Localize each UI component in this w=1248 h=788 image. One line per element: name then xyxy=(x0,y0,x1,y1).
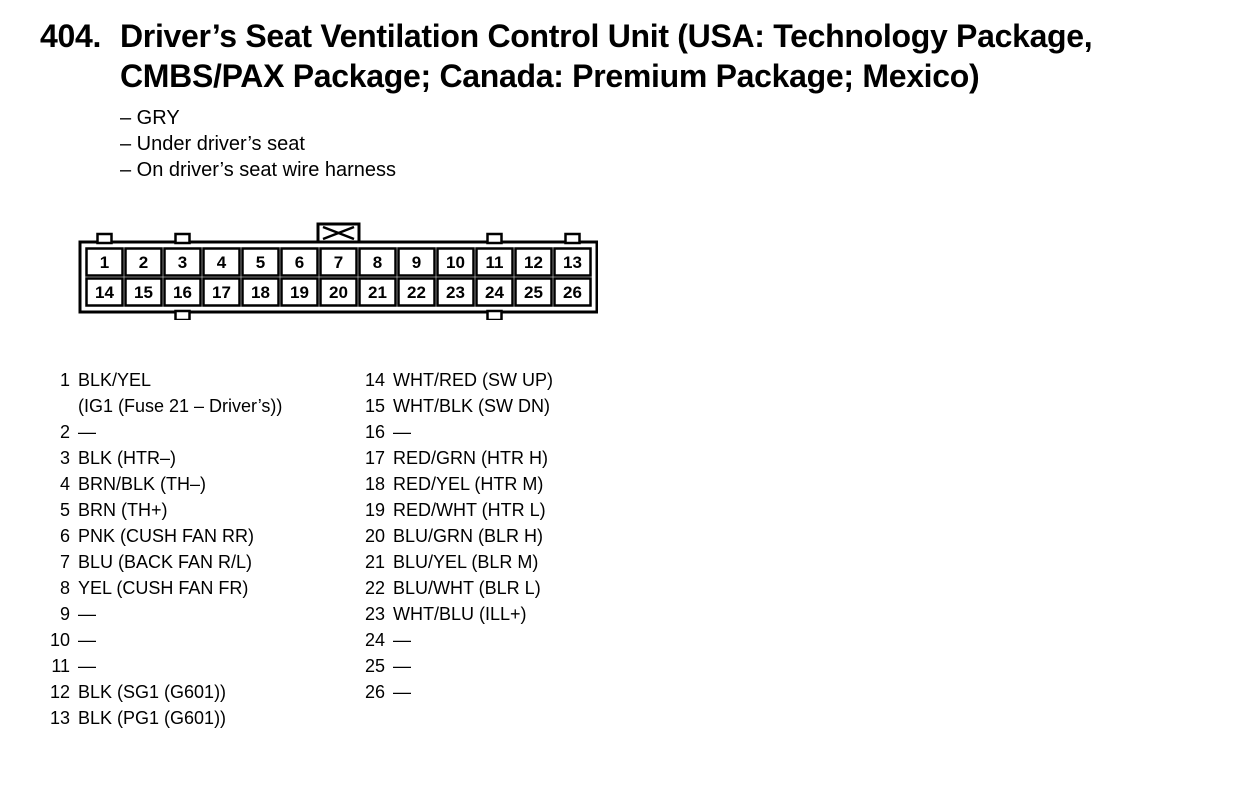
connector-face-svg xyxy=(78,220,598,320)
pin-number: 18 xyxy=(364,474,385,494)
pin-row xyxy=(355,393,553,419)
pin-description: WHT/RED (SW UP) xyxy=(393,370,553,390)
pin-row xyxy=(40,419,282,445)
pin-number: 11 xyxy=(51,656,70,676)
pin-row xyxy=(355,627,553,653)
pin-description: BLK (PG1 (G601)) xyxy=(78,708,227,728)
pin-description: BLU/GRN (BLR H) xyxy=(393,526,544,546)
locking-tab xyxy=(176,311,190,320)
pin-number: 4 xyxy=(59,474,70,494)
pin-number: 14 xyxy=(364,370,385,390)
pin-number: 3 xyxy=(59,448,70,468)
locking-tab xyxy=(176,234,190,243)
pin-row xyxy=(40,471,282,497)
pin-number: 21 xyxy=(364,552,385,572)
pin-number: 22 xyxy=(364,578,385,598)
pin-description: BLU/YEL (BLR M) xyxy=(393,552,539,572)
terminal-number: 14 xyxy=(95,283,114,302)
terminal-number: 20 xyxy=(329,283,348,302)
pin-row xyxy=(355,575,553,601)
pin-description: BRN/BLK (TH–) xyxy=(78,474,207,494)
pin-description: — xyxy=(78,604,96,624)
terminal-number: 17 xyxy=(212,283,231,302)
terminal-number: 12 xyxy=(524,253,543,272)
pin-row xyxy=(355,445,553,471)
pin-description: RED/GRN (HTR H) xyxy=(393,448,548,468)
pin-description: BLK (HTR–) xyxy=(78,448,177,468)
pin-description: — xyxy=(78,422,96,442)
pin-description-detail: (IG1 (Fuse 21 – Driver’s)) xyxy=(78,396,283,416)
terminal-number: 16 xyxy=(173,283,192,302)
pin-description: BLK/YEL xyxy=(78,370,152,390)
pin-number: 7 xyxy=(59,552,70,572)
pin-row xyxy=(355,419,553,445)
terminal-number: 15 xyxy=(134,283,153,302)
pin-number: 13 xyxy=(49,708,70,728)
pin-description: — xyxy=(78,656,96,676)
pin-number: 12 xyxy=(49,682,70,702)
locking-tab xyxy=(488,234,502,243)
pin-description: — xyxy=(393,422,411,442)
pin-row xyxy=(355,679,553,705)
pin-number: 6 xyxy=(59,526,70,546)
pin-number: 23 xyxy=(364,604,385,624)
pin-row xyxy=(40,575,282,601)
pin-row xyxy=(355,601,553,627)
locking-tab xyxy=(98,234,112,243)
pin-description: BLU/WHT (BLR L) xyxy=(393,578,541,598)
pin-description: WHT/BLK (SW DN) xyxy=(393,396,550,416)
pin-number: 15 xyxy=(364,396,385,416)
terminal-number: 4 xyxy=(216,253,227,272)
title-line-2: CMBS/PAX Package; Canada: Premium Package; Mexico) xyxy=(120,58,980,94)
pin-description: BRN (TH+) xyxy=(78,500,168,520)
terminal-number: 6 xyxy=(294,253,305,272)
pin-row xyxy=(40,367,282,393)
pin-row xyxy=(40,653,282,679)
pin-row xyxy=(40,705,282,731)
pin-number: 25 xyxy=(364,656,385,676)
pin-description: BLK (SG1 (G601)) xyxy=(78,682,227,702)
pin-description: — xyxy=(393,656,411,676)
pin-row xyxy=(355,653,553,679)
pin-row xyxy=(355,497,553,523)
terminal-number: 1 xyxy=(99,253,110,272)
pin-number: 10 xyxy=(49,630,70,650)
pin-number: 5 xyxy=(59,500,70,520)
pin-number: 17 xyxy=(364,448,385,468)
terminal-number: 13 xyxy=(563,253,582,272)
connector-info xyxy=(120,105,396,183)
pin-number: 19 xyxy=(364,500,385,520)
pin-description: BLU (BACK FAN R/L) xyxy=(78,552,253,572)
pin-row xyxy=(40,549,282,575)
terminal-number: 10 xyxy=(446,253,465,272)
pin-description: WHT/BLU (ILL+) xyxy=(393,604,527,624)
pin-row xyxy=(40,445,282,471)
terminal-number: 18 xyxy=(251,283,270,302)
pin-row xyxy=(40,523,282,549)
terminal-number: 5 xyxy=(255,253,266,272)
pin-description: RED/YEL (HTR M) xyxy=(393,474,544,494)
locking-tab xyxy=(488,311,502,320)
locking-tab xyxy=(566,234,580,243)
terminal-number: 22 xyxy=(407,283,426,302)
pin-description: — xyxy=(78,630,96,650)
pin-number: 9 xyxy=(59,604,70,624)
pin-number: 16 xyxy=(364,422,385,442)
terminal-number: 25 xyxy=(524,283,543,302)
pin-description: RED/WHT (HTR L) xyxy=(393,500,546,520)
info-color: – GRY xyxy=(120,107,180,129)
terminal-number: 7 xyxy=(333,253,344,272)
info-location: – Under driver’s seat xyxy=(120,133,305,155)
pin-list-left xyxy=(40,367,282,731)
pin-row xyxy=(355,523,553,549)
pin-description: YEL (CUSH FAN FR) xyxy=(78,578,249,598)
title-line-1: Driver’s Seat Ventilation Control Unit (USA: Technology Package, xyxy=(120,18,1093,54)
pin-number: 24 xyxy=(364,630,385,650)
pin-number: 2 xyxy=(59,422,70,442)
terminal-number: 8 xyxy=(372,253,383,272)
terminal-number: 24 xyxy=(485,283,504,302)
pin-list-right xyxy=(355,367,553,705)
terminal-number: 26 xyxy=(563,283,582,302)
pin-number: 1 xyxy=(59,370,70,390)
terminal-number: 11 xyxy=(485,253,504,272)
pin-description: PNK (CUSH FAN RR) xyxy=(78,526,255,546)
pin-row xyxy=(40,627,282,653)
terminal-number: 3 xyxy=(177,253,188,272)
pin-number: 8 xyxy=(59,578,70,598)
pin-row xyxy=(355,367,553,393)
title-number: 404. xyxy=(40,18,102,54)
pin-description: — xyxy=(393,682,411,702)
terminal-number: 9 xyxy=(411,253,422,272)
pin-row xyxy=(40,497,282,523)
terminal-number: 2 xyxy=(138,253,149,272)
pin-row xyxy=(355,471,553,497)
pin-row xyxy=(40,679,282,705)
info-harness: – On driver’s seat wire harness xyxy=(120,159,397,181)
pin-row xyxy=(355,549,553,575)
pin-number: 26 xyxy=(364,682,385,702)
connector-diagram xyxy=(78,220,598,320)
pin-number: 20 xyxy=(364,526,385,546)
terminal-number: 21 xyxy=(368,283,387,302)
pin-description: — xyxy=(393,630,411,650)
terminal-number: 23 xyxy=(446,283,465,302)
terminal-number: 19 xyxy=(290,283,309,302)
pin-row xyxy=(40,601,282,627)
